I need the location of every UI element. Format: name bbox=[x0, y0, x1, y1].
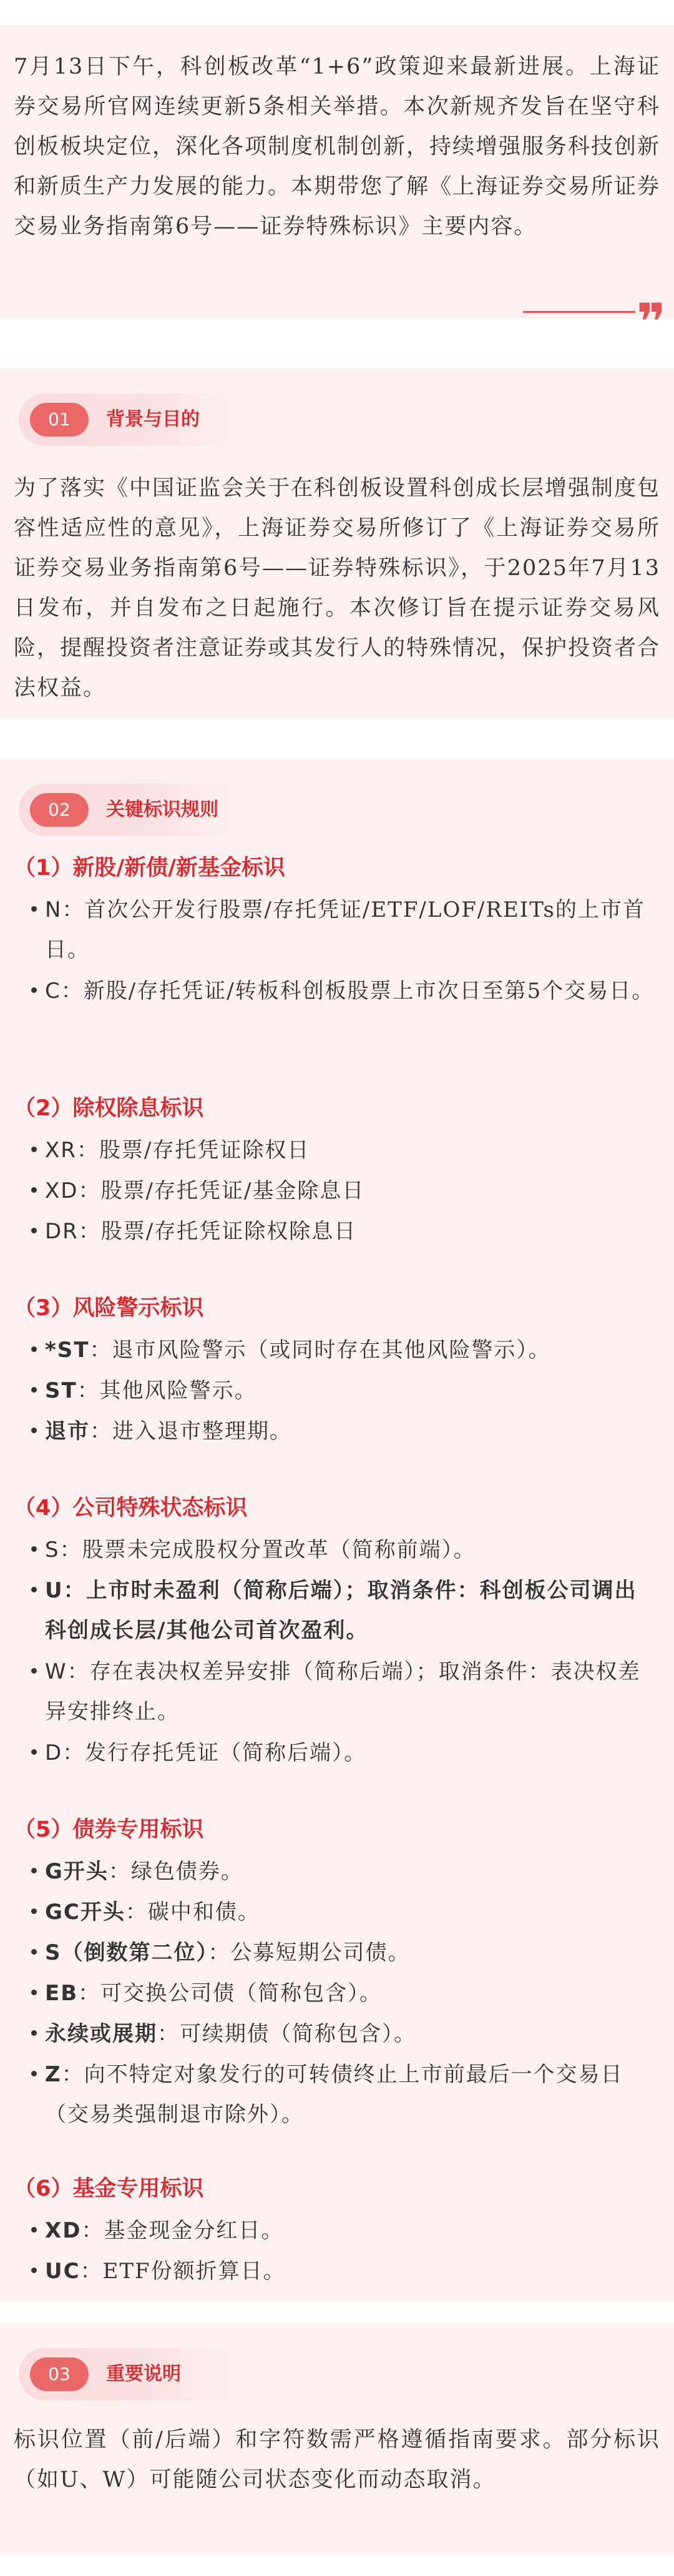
item-desc: ：股票/存托凭证除权日 bbox=[76, 1138, 310, 1163]
bullet-icon bbox=[31, 1949, 37, 1955]
section-background bbox=[0, 368, 674, 718]
bullet-icon bbox=[31, 2071, 37, 2076]
list-item bbox=[26, 1933, 657, 1973]
bullet-icon bbox=[31, 1428, 37, 1433]
item-code: GC开头 bbox=[45, 1900, 125, 1925]
section-title: 背景与目的 bbox=[106, 408, 200, 430]
item-desc: ：新股/存托凭证/转板科创板股票上市次日至第5个交易日。 bbox=[61, 979, 655, 1004]
list-item bbox=[26, 1973, 657, 2013]
item-code: S bbox=[45, 1537, 60, 1562]
item-desc: ：首次公开发行股票/存托凭证/ETF/LOF/REITs的上市首日。 bbox=[45, 897, 645, 962]
section-number-badge: 03 bbox=[30, 2357, 89, 2391]
bullet-icon bbox=[31, 906, 37, 912]
quote-icon: ❞ bbox=[637, 293, 666, 351]
item-desc: ：碳中和债。 bbox=[125, 1900, 260, 1925]
bullet-icon bbox=[31, 1908, 37, 1914]
item-desc: ：股票未完成股权分置改革（简称前端）。 bbox=[59, 1537, 476, 1562]
section-header bbox=[19, 784, 237, 836]
key-rules-section bbox=[0, 759, 674, 2301]
list-item bbox=[26, 1892, 657, 1932]
intro-card bbox=[0, 25, 674, 351]
item-code: DR bbox=[45, 1219, 79, 1244]
item-desc: ：绿色债券。 bbox=[108, 1859, 243, 1884]
list-item bbox=[26, 1171, 657, 1211]
item-code: U bbox=[45, 1578, 64, 1603]
rule-group-title: （5）债券专用标识 bbox=[14, 1817, 204, 1842]
item-code: XD bbox=[45, 2218, 82, 2243]
item-code: W bbox=[45, 1659, 67, 1684]
rule-group-title: （2）除权除息标识 bbox=[14, 1096, 204, 1121]
list-item bbox=[26, 1330, 657, 1370]
section-number-badge: 01 bbox=[30, 403, 89, 437]
list-item bbox=[26, 2055, 657, 2134]
item-code: C bbox=[45, 979, 61, 1004]
item-code: D bbox=[45, 1740, 63, 1765]
item-desc: ：可交换公司债（简称包含）。 bbox=[78, 1981, 383, 2006]
item-desc: ：可续期债（简称包含）。 bbox=[157, 2021, 416, 2046]
item-desc: ：股票/存托凭证/基金除息日 bbox=[78, 1178, 365, 1203]
list-item bbox=[26, 1371, 657, 1411]
item-code: UC bbox=[45, 2259, 81, 2284]
bullet-icon bbox=[31, 1868, 37, 1873]
section-header bbox=[19, 393, 237, 446]
section-title: 重要说明 bbox=[106, 2363, 181, 2385]
item-code: *ST bbox=[45, 1338, 90, 1363]
list-item bbox=[26, 1130, 657, 1170]
item-code: 永续或展期 bbox=[45, 2021, 157, 2046]
section-paragraph: 标识位置（前/后端）和字符数需严格遵循指南要求。部分标识（如U、W）可能随公司状态变化而动态取消。 bbox=[14, 2427, 660, 2492]
bullet-icon bbox=[31, 1228, 37, 1233]
bullet-icon bbox=[31, 1749, 37, 1755]
notes-section bbox=[0, 2323, 674, 2554]
item-code: N bbox=[45, 897, 62, 922]
item-code: XD bbox=[45, 1178, 79, 1203]
bullet-icon bbox=[31, 2227, 37, 2233]
bullet-icon bbox=[31, 1990, 37, 1995]
list-item bbox=[26, 1733, 657, 1773]
list-item bbox=[26, 1852, 657, 1892]
bullet-icon bbox=[31, 2030, 37, 2036]
list-item bbox=[26, 971, 657, 1011]
section-number-badge: 02 bbox=[30, 793, 89, 827]
bullet-icon bbox=[31, 987, 37, 993]
bullet-icon bbox=[31, 1546, 37, 1552]
item-desc: ：公募短期公司债。 bbox=[208, 1940, 411, 1965]
list-item bbox=[26, 1411, 657, 1451]
bullet-icon bbox=[31, 1147, 37, 1152]
item-desc: ：发行存托凭证（简称后端）。 bbox=[62, 1740, 367, 1765]
item-desc: ：基金现金分红日。 bbox=[81, 2218, 284, 2243]
list-item bbox=[26, 1212, 657, 1251]
list-item bbox=[26, 1530, 657, 1570]
intro-text: 7月13日下午，科创板改革“1+6”政策迎来最新进展。上海证券交易所官网连续更新5条相关举措。本次新规齐发旨在坚守科创板板块定位，深化各项制度机制创新，持续增强服务科技创新和新质生产力发展的能力。本期带您了解《上海证券交易所证券交易业务指南第6号——证券特殊标识》主要内容。 bbox=[14, 54, 661, 239]
item-desc: ：进入退市整理期。 bbox=[90, 1419, 292, 1444]
item-code: 退市 bbox=[45, 1419, 90, 1444]
bullet-icon bbox=[31, 1346, 37, 1352]
bullet-icon bbox=[31, 1387, 37, 1393]
list-item bbox=[26, 1652, 657, 1732]
section-title: 关键标识规则 bbox=[106, 799, 218, 821]
bullet-icon bbox=[31, 2268, 37, 2273]
item-code: Z bbox=[45, 2062, 62, 2087]
item-code: G开头 bbox=[45, 1859, 109, 1884]
item-desc: ：退市风险警示（或同时存在其他风险警示）。 bbox=[89, 1338, 551, 1363]
list-item bbox=[26, 2211, 657, 2251]
rule-group-title: （3）风险警示标识 bbox=[14, 1296, 204, 1321]
item-code: ST bbox=[45, 1378, 77, 1403]
rule-group-title: （6）基金专用标识 bbox=[14, 2176, 204, 2201]
rule-group-title: （4）公司特殊状态标识 bbox=[14, 1496, 248, 1521]
item-desc: ：存在表决权差异安排（简称后端）；取消条件：表决权差异安排终止。 bbox=[45, 1659, 641, 1724]
bullet-icon bbox=[31, 1187, 37, 1193]
item-code: S（倒数第二位） bbox=[45, 1940, 208, 1965]
item-desc: ：其他风险警示。 bbox=[77, 1378, 257, 1403]
list-item bbox=[26, 2251, 657, 2291]
intro-divider bbox=[523, 311, 635, 313]
item-desc: ：上市时未盈利（简称后端）；取消条件：科创板公司调出科创成长层/其他公司首次盈利。 bbox=[45, 1578, 637, 1643]
item-code: EB bbox=[45, 1981, 79, 2006]
item-desc: ：股票/存托凭证除权除息日 bbox=[78, 1219, 357, 1244]
list-item bbox=[26, 1571, 657, 1651]
item-code: XR bbox=[45, 1138, 77, 1163]
list-item bbox=[26, 2014, 657, 2054]
rule-group-title: （1）新股/新债/新基金标识 bbox=[14, 856, 285, 881]
item-desc: ：ETF份额折算日。 bbox=[80, 2259, 286, 2284]
section-paragraph: 为了落实《中国证监会关于在科创板设置科创成长层增强制度包容性适应性的意见》，上海证券交易所修订了《上海证券交易所证券交易业务指南第6号——证券特殊标识》，于2025年7月13日发布，并自发布之日起施行。本次修订旨在提示证券交易风险，提醒投资者注意证券或其发行人的特殊情况，保护投资者合法权益。 bbox=[14, 476, 661, 701]
bullet-icon bbox=[31, 1668, 37, 1674]
section-header bbox=[19, 2348, 237, 2401]
list-item bbox=[26, 890, 657, 970]
item-desc: ：向不特定对象发行的可转债终止上市前最后一个交易日（交易类强制退市除外）。 bbox=[45, 2062, 623, 2127]
bullet-icon bbox=[31, 1587, 37, 1592]
